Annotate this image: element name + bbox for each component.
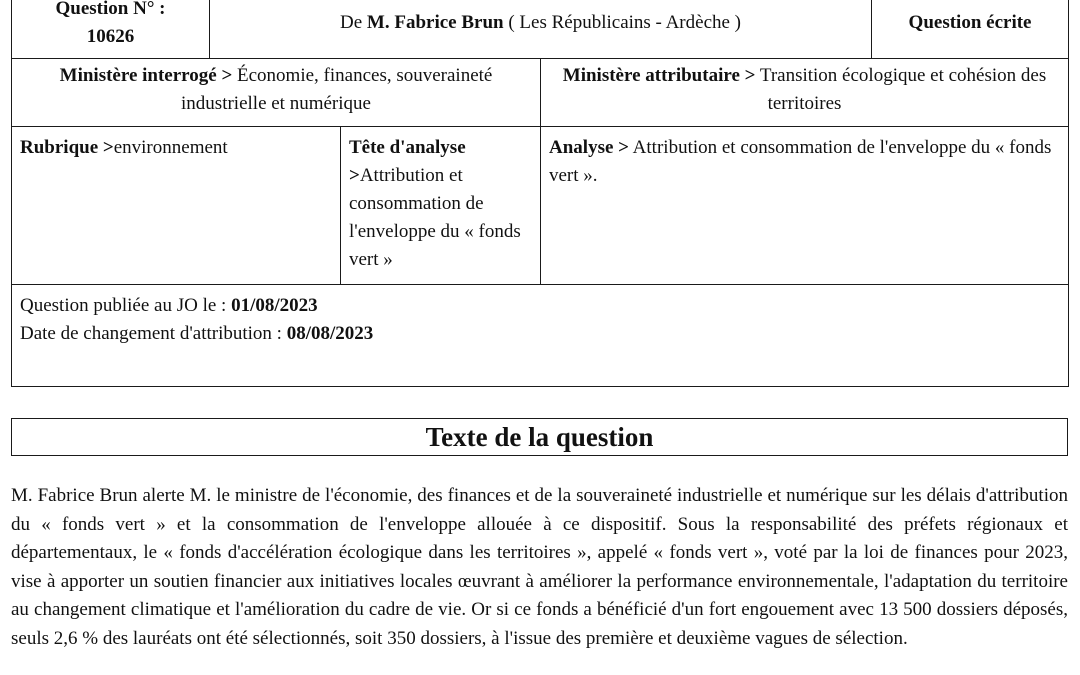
analyse-cell [541, 127, 1069, 285]
published-date: 01/08/2023 [231, 295, 318, 316]
question-info-table [11, 0, 1069, 387]
change-label: Date de changement d'attribution : [20, 323, 287, 344]
author-cell [210, 0, 872, 59]
question-text: M. Fabrice Brun alerte M. le ministre de l'économie, des finances et de la souveraineté industrielle et numérique sur les délais d'attribution du « fonds vert » et la consommation de l'enveloppe allouée à ce dispositif. Sous la responsabilité des préfets régionaux et départementaux, le « fonds d'accélération écologique dans les territoires », appelé « fonds vert », voté par la loi de finances pour 2023, vise à apporter un soutien financier aux initiatives locales œuvrant à améliorer la performance environnementale, l'adaptation du territoire au changement climatique et l'amélioration du cadre de vie. Or si ce fonds a bénéficié d'un fort engouement avec 13 500 dossiers déposés, seuls 2,6 % des lauréats ont été sélectionnés, soit 350 dossiers, à l'issue des première et deuxième vagues de sélection. [11, 485, 1068, 649]
author-group: ( Les Républicains - Ardèche ) [508, 11, 742, 33]
classification-row [12, 127, 1069, 285]
section-title: Texte de la question [11, 418, 1068, 456]
ministere-attributaire-label: Ministère attributaire > [562, 65, 756, 86]
tete-analyse-value: Attribution et consommation de l'enveloppe du « fonds vert » [349, 165, 521, 270]
author-name: M. Fabrice Brun [366, 11, 504, 33]
ministere-attributaire-cell [541, 59, 1069, 127]
rubrique-label: Rubrique > [20, 137, 114, 158]
rubrique-cell [12, 127, 341, 285]
question-label: Question N° : [55, 0, 166, 19]
question-number-cell [12, 0, 210, 59]
ministries-row [12, 59, 1069, 127]
ministere-attributaire-value: Transition écologique et cohésion des territoires [755, 65, 1047, 114]
change-date: 08/08/2023 [286, 323, 374, 344]
analyse-value: Attribution et consommation de l'enveloppe du « fonds vert ». [549, 137, 1052, 186]
ministere-interroge-label: Ministère interrogé > [59, 65, 233, 86]
published-label: Question publiée au JO le : [20, 295, 232, 316]
analyse-label: Analyse > [549, 137, 629, 158]
tete-analyse-label: Tête d'analyse > [349, 137, 466, 186]
header-row [12, 0, 1069, 59]
rubrique-value: environnement [113, 137, 228, 158]
question-type-cell [872, 0, 1069, 59]
ministere-interroge-value: Économie, finances, souveraineté industrielle et numérique [181, 65, 493, 114]
tete-analyse-cell [341, 127, 541, 285]
dates-cell [12, 285, 1069, 387]
ministere-interroge-cell [12, 59, 541, 127]
author-prefix: De [340, 11, 363, 33]
question-number: 10626 [86, 25, 135, 47]
question-type: Question écrite [908, 11, 1032, 33]
dates-row [12, 285, 1069, 387]
